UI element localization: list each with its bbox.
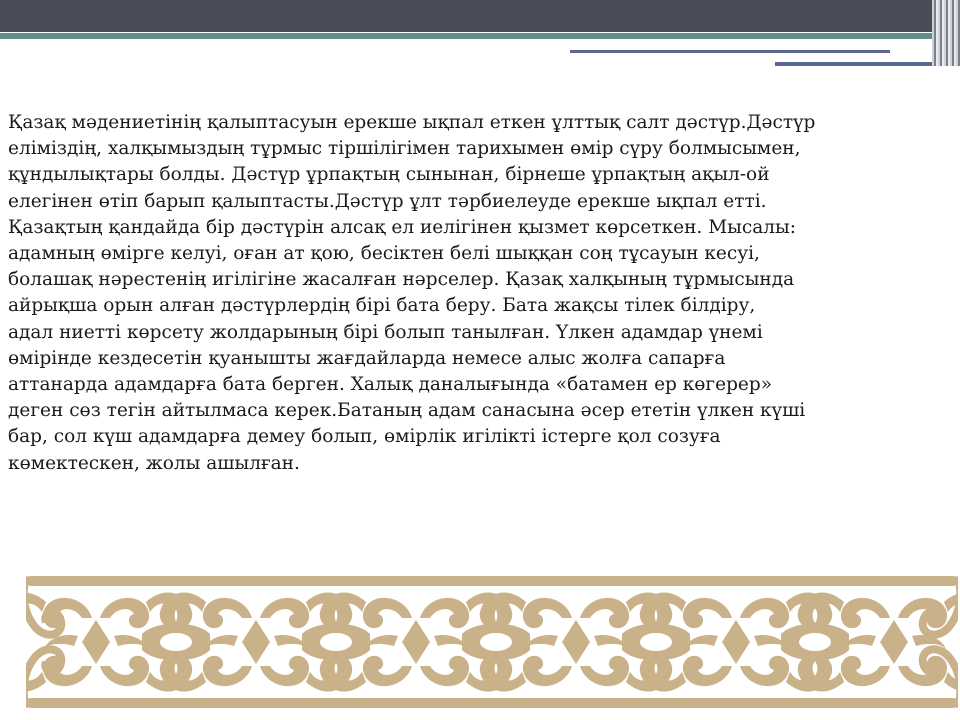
ornament-bridge-hole xyxy=(160,633,192,651)
ornament-bridge-hole xyxy=(640,633,672,651)
header-band xyxy=(0,0,960,32)
paragraph-line: өмірінде кездесетін қуанышты жағдайларда немесе алыс жолға сапарға xyxy=(8,347,726,369)
ornament-bridge-hole xyxy=(320,633,352,651)
ornament-bridge-hole xyxy=(480,633,512,651)
paragraph-line: аттанарда адамдарға бата берген. Халық даналығында «батамен ер көгерер» xyxy=(8,374,773,396)
paragraph-line: көмектескен, жолы ашылған. xyxy=(8,452,300,474)
paragraph-line: адал ниетті көрсету жолдарының бірі болып танылған. Үлкен адамдар үнемі xyxy=(8,321,763,343)
paragraph-line: еліміздің, халқымыздың тұрмыс тіршілігімен тарихымен өмір сүру болмысымен, xyxy=(8,138,801,160)
paragraph-line: болашақ нәрестенің игілігіне жасалған нәрселер. Қазақ халқының тұрмысында xyxy=(8,269,795,291)
paragraph-line: бар, сол күш адамдарға демеу болып, өмірлік игілікті істерге қол созуға xyxy=(8,426,721,448)
body-paragraph xyxy=(8,110,948,477)
header-rule-lower xyxy=(775,62,943,66)
header-rule-upper xyxy=(570,50,890,53)
header-corner-stripes xyxy=(932,0,960,66)
header-accent-line xyxy=(0,33,940,39)
kazakh-ornament-border-icon xyxy=(26,572,958,712)
ornament-bridge-hole xyxy=(799,633,831,651)
paragraph-line: Қазақ мәдениетінің қалыптасуын ерекше ықпал еткен ұлттық салт дәстүр.Дәстүр xyxy=(8,112,816,133)
paragraph-line: елегінен өтіп барып қалыптасты.Дәстүр ұлт тәрбиелеуде ерекше ықпал етті. xyxy=(8,190,767,212)
paragraph-line: адамның өмірге келуі, оған ат қою, бесіктен белі шыққан соң тұсауын кесуі, xyxy=(8,243,760,265)
paragraph-line: деген сөз тегін айтылмаса керек.Батаның адам санасына әсер ететін үлкен күші xyxy=(8,400,806,422)
paragraph-line: құндылықтары болды. Дәстүр ұрпақтың сынынан, бірнеше ұрпақтың ақыл-ой xyxy=(8,164,770,186)
paragraph-line: Қазақтың қандайда бір дәстүрін алсақ ел иелігінен қызмет көрсеткен. Мысалы: xyxy=(8,216,796,238)
paragraph-line: айрықша орын алған дәстүрлердің бірі бата беру. Бата жақсы тілек білдіру, xyxy=(8,295,756,317)
